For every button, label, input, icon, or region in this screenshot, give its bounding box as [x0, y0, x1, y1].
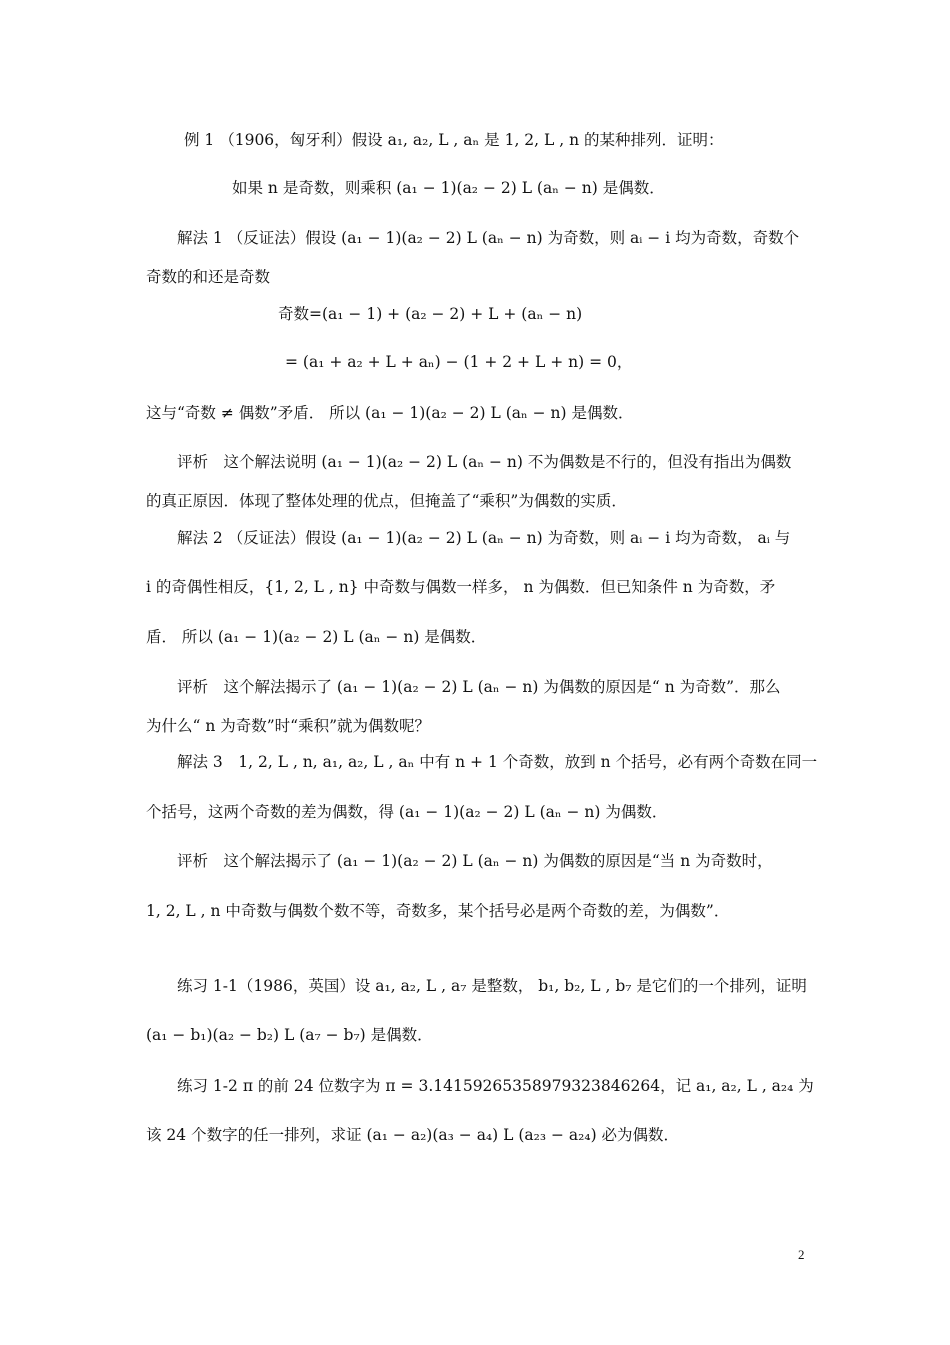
solution-2-line-2: i 的奇偶性相反，{1, 2, L , n} 中奇数与偶数一样多， n 为偶数．但已知条件 n 为奇数，矛: [146, 578, 776, 596]
exercise-1-2-line-1: 练习 1-2 π 的前 24 位数字为 π = 3.14159265358979323846264，记 a₁, a₂, L , a₂₄ 为: [177, 1077, 814, 1095]
comment-1-line-1: 评析 这个解法说明 (a₁ − 1)(a₂ − 2) L (aₙ − n) 不为偶数是不行的，但没有指出为偶数: [177, 453, 792, 471]
exercise-1-2-line-2: 该 24 个数字的任一排列，求证 (a₁ − a₂)(a₃ − a₄) L (a₂₃ − a₂₄) 必为偶数．: [146, 1126, 680, 1144]
solution-2-line-3: 盾． 所以 (a₁ − 1)(a₂ − 2) L (aₙ − n) 是偶数．: [146, 628, 487, 646]
comment-3-line-1: 评析 这个解法揭示了 (a₁ − 1)(a₂ − 2) L (aₙ − n) 为偶数的原因是“当 n 为奇数时，: [177, 852, 773, 870]
solution-3-line-1: 解法 3 1, 2, L , n, a₁, a₂, L , aₙ 中有 n + 1 个奇数，放到 n 个括号，必有两个奇数在同一: [177, 753, 818, 771]
solution-1-equation-2: = (a₁ + a₂ + L + aₙ) − (1 + 2 + L + n) = 0，: [285, 353, 633, 371]
solution-2-line-1: 解法 2 （反证法）假设 (a₁ − 1)(a₂ − 2) L (aₙ − n) 为奇数，则 aᵢ − i 均为奇数， aᵢ 与: [177, 529, 791, 547]
comment-1-line-2: 的真正原因．体现了整体处理的优点，但掩盖了“乘积”为偶数的实质．: [146, 492, 627, 510]
solution-1-conclusion: 这与“奇数 ≠ 偶数”矛盾． 所以 (a₁ − 1)(a₂ − 2) L (aₙ − n) 是偶数．: [146, 404, 634, 422]
exercise-1-1-line-2: (a₁ − b₁)(a₂ − b₂) L (a₇ − b₇) 是偶数．: [146, 1026, 433, 1044]
solution-1-line-1: 解法 1 （反证法）假设 (a₁ − 1)(a₂ − 2) L (aₙ − n) 为奇数，则 aᵢ − i 均为奇数，奇数个: [177, 229, 800, 247]
comment-2-line-1: 评析 这个解法揭示了 (a₁ − 1)(a₂ − 2) L (aₙ − n) 为偶数的原因是“ n 为奇数”．那么: [177, 678, 781, 696]
example-1-statement: 例 1 （1906，匈牙利）假设 a₁, a₂, L , aₙ 是 1, 2, L , n 的某种排列．证明：: [184, 131, 724, 149]
comment-3-line-2: 1, 2, L , n 中奇数与偶数个数不等，奇数多，某个括号必是两个奇数的差，为偶数”．: [146, 902, 730, 920]
solution-3-line-2: 个括号，这两个奇数的差为偶数，得 (a₁ − 1)(a₂ − 2) L (aₙ − n) 为偶数．: [146, 803, 668, 821]
comment-2-line-2: 为什么“ n 为奇数”时“乘积”就为偶数呢？: [146, 717, 431, 735]
solution-1-line-2: 奇数的和还是奇数: [146, 268, 271, 286]
page-number: 2: [798, 1247, 805, 1262]
exercise-1-1-line-1: 练习 1-1（1986，英国）设 a₁, a₂, L , a₇ 是整数， b₁, b₂, L , b₇ 是它们的一个排列，证明: [177, 977, 807, 995]
example-1-claim: 如果 n 是奇数，则乘积 (a₁ − 1)(a₂ − 2) L (aₙ − n) 是偶数．: [232, 179, 665, 197]
solution-1-equation-1: 奇数=(a₁ − 1) + (a₂ − 2) + L + (aₙ − n): [278, 305, 583, 323]
